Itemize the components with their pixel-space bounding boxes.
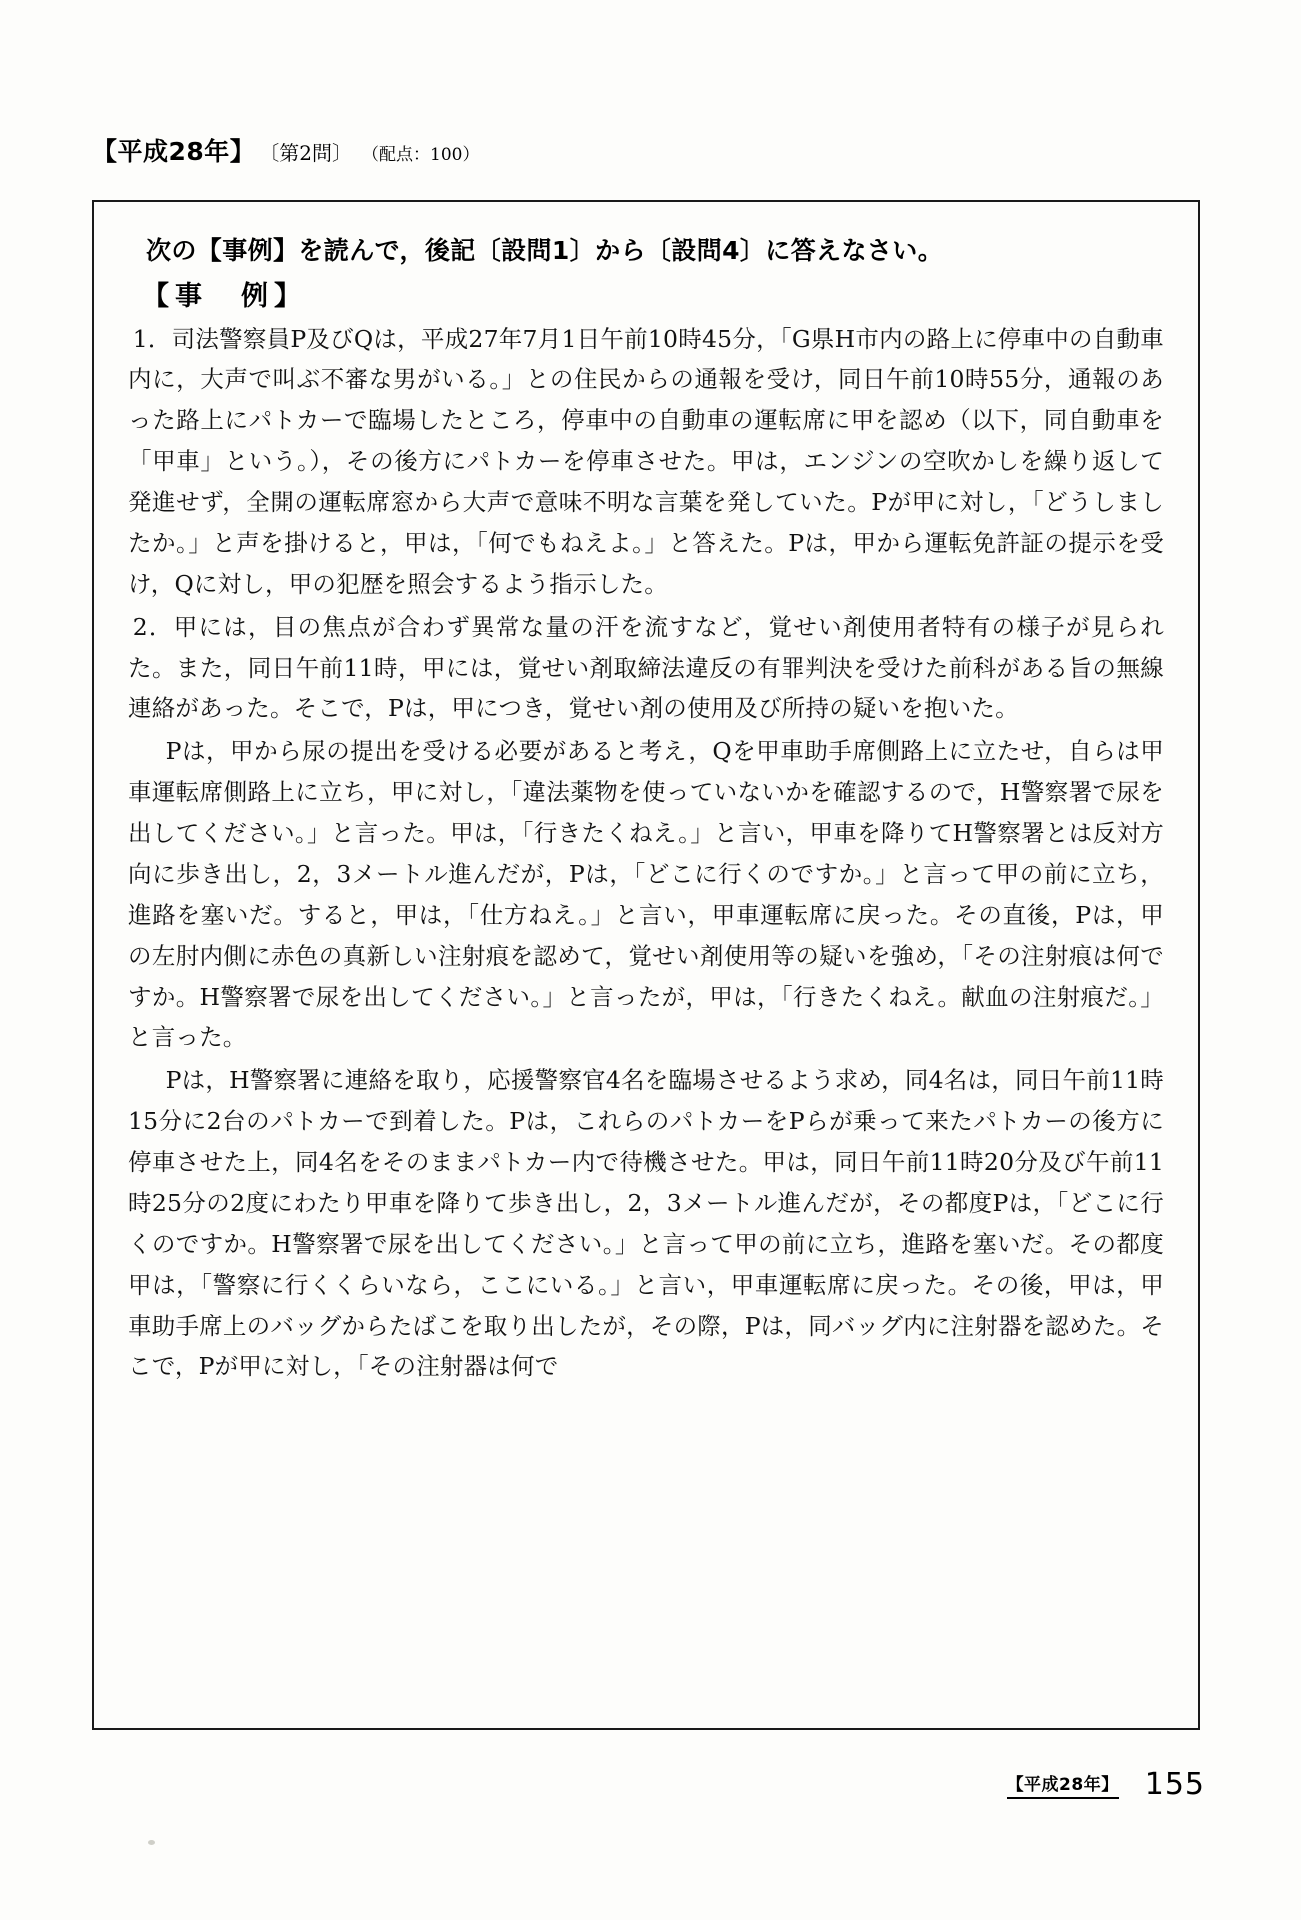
page-footer (1007, 1767, 1205, 1802)
paragraph-2: 2．甲には，目の焦点が合わず異常な量の汗を流すなど，覚せい剤使用者特有の様子が見られた。また，同日午前11時，甲には，覚せい剤取締法違反の有罪判決を受けた前科がある旨の無線連絡があった。そこで，Pは，甲につき，覚せい剤の使用及び所持の疑いを抱いた。 (128, 612, 1164, 723)
instruction-line: 次の【事例】を読んで，後記〔設問1〕から〔設問4〕に答えなさい。 (146, 236, 944, 265)
header-year-label: 【平成28年】 (92, 137, 256, 166)
paragraph-4: Pは，H警察署に連絡を取り，応援警察官4名を臨場させるよう求め，同4名は，同日午前11時15分に2台のパトカーで到着した。Pは，これらのパトカーをPらが乗って来たパトカーの後方に停車させた上，同4名をそのままパトカー内で待機させた。甲は，同日午前11時20分及び午前11時25分の2度にわたり甲車を降りて歩き出し，2，3メートル進んだが，その都度Pは，「どこに行くのですか。H警察署で尿を出してください。」と言って甲の前に立ち，進路を塞いだ。その都度甲は，「警察に行くくらいなら，ここにいる。」と言い，甲車運転席に戻った。その後，甲は，甲車助手席上のバッグからたばこを取り出したが，その際，Pは，同バッグ内に注射器を認めた。そこで，Pが甲に対し，「その注射器は何で (128, 1066, 1164, 1381)
paragraph-1: 1．司法警察員P及びQは，平成27年7月1日午前10時45分，「G県H市内の路上に停車中の自動車内に，大声で叫ぶ不審な男がいる。」との住民からの通報を受け，同日午前10時55分，通報のあった路上にパトカーで臨場したところ，停車中の自動車の運転席に甲を認め（以下，同自動車を「甲車」という。），その後方にパトカーを停車させた。甲は，エンジンの空吹かしを繰り返して発進せず，全開の運転席窓から大声で意味不明な言葉を発していた。Pが甲に対し，「どうしましたか。」と声を掛けると，甲は，「何でもねえよ。」と答えた。Pは，甲から運転免許証の提示を受け，Qに対し，甲の犯歴を照会するよう指示した。 (128, 324, 1164, 598)
case-heading: 【事 例】 (142, 280, 307, 312)
page-header (92, 132, 479, 168)
case-frame-inner (94, 202, 1198, 1387)
case-frame (92, 200, 1200, 1730)
paper-speck (148, 1840, 155, 1845)
page-number: 155 (1144, 1767, 1205, 1802)
header-points-label: （配点：100） (362, 145, 480, 165)
footer-year-tag: 【平成28年】 (1007, 1770, 1119, 1799)
paragraph-3: Pは，甲から尿の提出を受ける必要があると考え，Qを甲車助手席側路上に立たせ，自らは甲車運転席側路上に立ち，甲に対し，「違法薬物を使っていないかを確認するので，H警察署で尿を出してください。」と言った。甲は，「行きたくねえ。」と言い，甲車を降りてH警察署とは反対方向に歩き出し，2，3メートル進んだが，Pは，「どこに行くのですか。」と言って甲の前に立ち，進路を塞いだ。すると，甲は，「仕方ねえ。」と言い，甲車運転席に戻った。その直後，Pは，甲の左肘内側に赤色の真新しい注射痕を認めて，覚せい剤使用等の疑いを強め，「その注射痕は何ですか。H警察署で尿を出してください。」と言ったが，甲は，「行きたくねえ。献血の注射痕だ。」と言った。 (128, 737, 1164, 1052)
header-question-label: 〔第2問〕 (259, 141, 353, 165)
